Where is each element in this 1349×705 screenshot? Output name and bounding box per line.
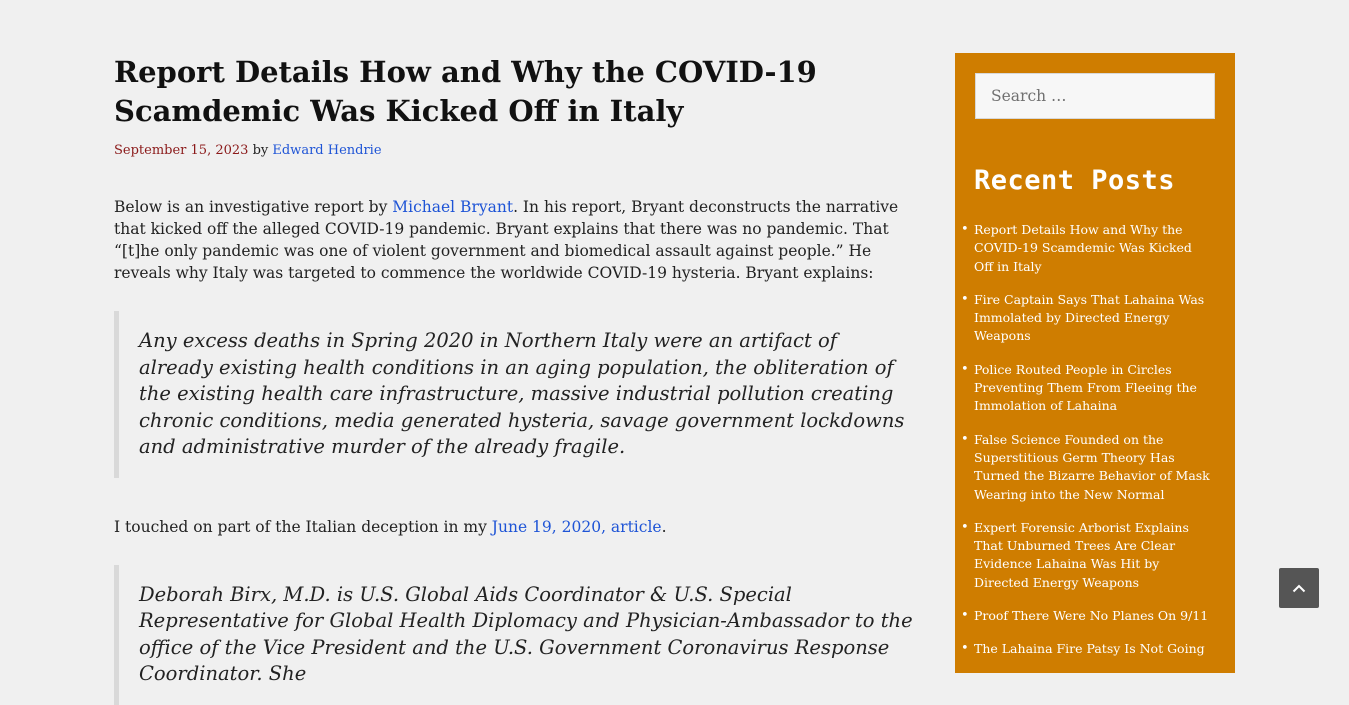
search-input[interactable] [975,73,1215,119]
recent-post-item [955,519,1235,592]
intro-text-after: . In his report, Bryant deconstructs the narrative that kicked off the alleged COVID-19 pandemic. Bryant explains that there was no pandemic. That “[t]he only pandemic was one of violent government and biomedical assault against people.” He reveals why Italy was targeted to commence the worldwide COVID-19 hysteria. Bryant explains: [114,198,899,282]
recent-post-item [955,291,1235,346]
sidebar [955,53,1235,673]
recent-post-link[interactable]: Proof There Were No Planes On 9/11 [974,608,1209,624]
second-paragraph [114,516,914,538]
recent-posts-title: Recent Posts [974,165,1176,196]
recent-post-item [955,607,1235,625]
recent-post-item [955,431,1235,504]
article-link[interactable]: June 19, 2020, article [491,517,662,536]
recent-post-link[interactable]: Fire Captain Says That Lahaina Was Immolated by Directed Energy Weapons [974,291,1205,344]
bullet: • [961,291,969,307]
recent-post-link[interactable]: Police Routed People in Circles Preventing Them From Fleeing the Immolation of Lahaina [974,361,1197,414]
scroll-to-top-button[interactable] [1279,568,1319,608]
chevron-up-icon [1292,583,1306,593]
bullet: • [961,361,969,377]
recent-post-link[interactable]: The Lahaina Fire Patsy Is Not Going [974,641,1205,657]
bullet: • [961,608,969,624]
recent-post-link[interactable]: Expert Forensic Arborist Explains That Unburned Trees Are Clear Evidence Lahaina Was Hit by Directed Energy Weapons [974,519,1189,590]
bullet: • [961,222,969,237]
second-text-after: . [661,517,667,536]
recent-post-item [955,640,1235,658]
recent-post-item [955,221,1235,276]
blockquote-1: Any excess deaths in Spring 2020 in Northern Italy were an artifact of already existing health conditions in an aging population, the obliteration of the existing health care infrastructure, massive industrial pollution creating chronic conditions, media generated hysteria, savage government lockdowns and administrative murder of the already fragile. [114,311,914,478]
bullet: • [961,519,969,535]
author-link[interactable]: Edward Hendrie [272,143,382,158]
blockquote-2: Deborah Birx, M.D. is U.S. Global Aids Coordinator & U.S. Special Representative for Global Health Diplomacy and Physician-Ambassador to the office of the Vice President and the U.S. Government Coronavirus Response Coordinator. She [114,565,914,705]
recent-posts-list [955,221,1235,674]
recent-post-link[interactable]: False Science Founded on the Superstitious Germ Theory Has Turned the Bizarre Behavior of Mask Wearing into the New Normal [974,431,1210,502]
michael-bryant-link[interactable]: Michael Bryant [392,198,514,216]
recent-post-item [955,361,1235,416]
second-text-before: I touched on part of the Italian deception in my [114,517,492,536]
entry-meta [114,141,914,161]
bullet: • [961,641,969,657]
main-content [114,53,914,705]
byline-by: by [252,143,269,158]
intro-paragraph [114,196,914,284]
post-title: Report Details How and Why the COVID-19 Scamdemic Was Kicked Off in Italy [114,55,817,128]
recent-post-link[interactable]: Report Details How and Why the COVID-19 Scamdemic Was Kicked Off in Italy [974,222,1192,274]
post-date-link[interactable]: September 15, 2023 [114,143,249,158]
entry-content [114,196,914,705]
intro-text-before: Below is an investigative report by [114,198,393,216]
bullet: • [961,431,969,447]
